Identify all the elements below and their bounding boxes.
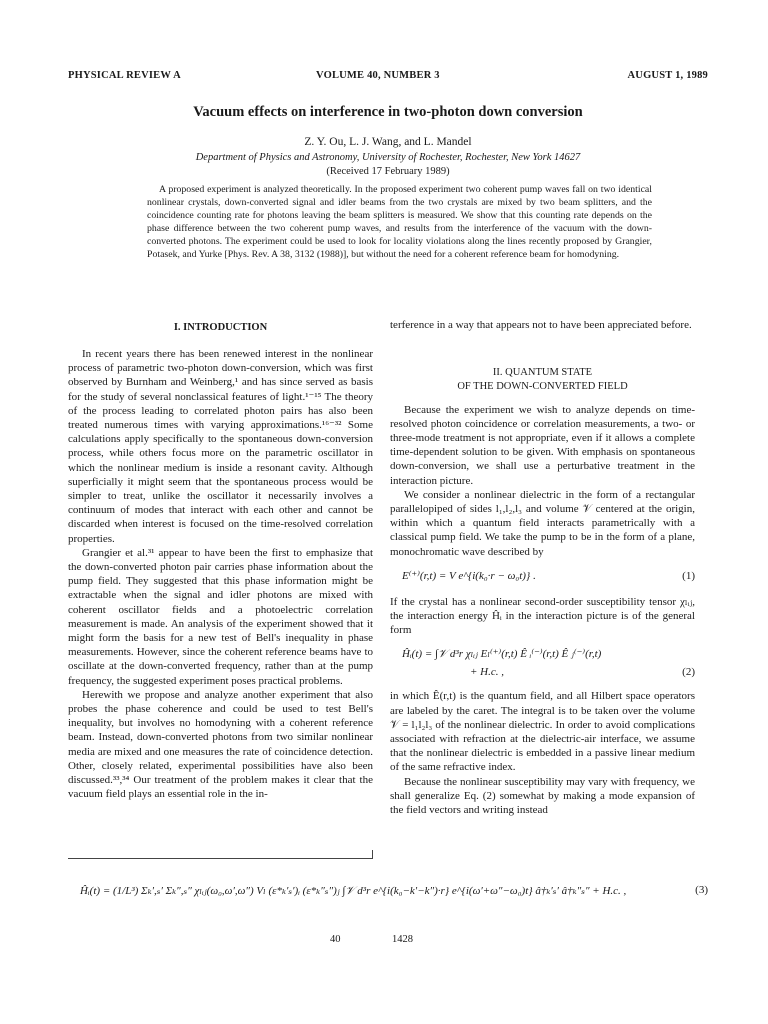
left-column: [68, 347, 373, 802]
intro-continuation: terference in a way that appears not to have been appreciated before.: [390, 319, 692, 331]
footer-page-number: 1428: [392, 934, 413, 945]
equation-3: [68, 880, 708, 910]
affiliation: Department of Physics and Astronomy, University of Rochester, Rochester, New York 14627: [195, 152, 581, 163]
equation-1-body: E⁽⁺⁾(r,t) = V e^{i(k₀·r − ω₀t)} .: [402, 569, 536, 582]
running-head: [68, 70, 708, 86]
abstract: A proposed experiment is analyzed theoretically. In the proposed experiment two coherent pump waves fall on two identical nonlinear crystals, down-converted signal and idler beams from the two crystals are mixed by two beam splitters, and the coincidence counting rate for photons leaving the beam splitters is measured. We show that this counting rate depends on the phase difference between the two coherent pump waves, and results from the interference of the vacuum with the down-converted photons. The experiment could be used to look for locality violations along the lines recently proposed by Grangier, Potasek, and Yurke [Phys. Rev. A 38, 3132 (1988)], but without the need for a coherent reference beam for homodyning.: [147, 184, 652, 260]
intro-paragraph-3: Herewith we propose and analyze another experiment that also probes the phase coherence and could be used to test Bell's inequality, but involves no homodyning with a coherent reference beam. Instead, down-converted photons from two similar nonlinear media are mixed and one measures the rate of coincidence detection. Other, closely related, experimental possibilities have also been discussed.³³,³⁴ Our treatment of the problem makes it clear that the vacuum field plays an essential role in the in-: [68, 688, 373, 801]
section-heading-quantum-state-line2: OF THE DOWN-CONVERTED FIELD: [457, 381, 628, 393]
equation-2-line-2: + H.c. ,: [470, 666, 504, 679]
equation-2-number: (2): [682, 666, 695, 679]
footer-volume: 40: [330, 934, 341, 945]
paper-title: Vacuum effects on interference in two-photon down conversion: [193, 104, 583, 120]
intro-paragraph-2: Grangier et al.³¹ appear to have been the first to emphasize that the down-converted photon pair carries phase information about the pump field. They suggested that this phase information might be extractable when the signal and idler photons are mixed with coherent oscillator fields and a photoelectric correlation measurement is made. An analysis of the experiment showed that it might form the basis for a new test of Bell's inequality in phase measurements. However, since the coherent reference beams have to oscillate at the down-converted frequency, rather than at the pump frequency, the suggested experiment poses practical problems.: [68, 546, 373, 687]
section2-paragraph-1: Because the experiment we wish to analyze depends on time-resolved photon coincidence or correlation measurements, a two- or three-mode treatment is not appropriate, even if it allows a complete time-dependent solution to be given. With emphasis on spontaneous down-conversion, we shall use a perturbative treatment in the interaction picture.: [390, 403, 695, 487]
column-end-rule: [68, 858, 373, 859]
section2-paragraph-4: in which Ê(r,t) is the quantum field, and all Hilbert space operators are labeled by the caret. The integral is to be taken over the volume 𝒱 = l₁l₂l₃ of the nonlinear dielectric. In order to avoid complications associated with refraction at the dielectric-air interface, we assume that the nonlinear dielectric is embedded in a passive linear medium of the same refractive index.: [390, 690, 695, 774]
section-heading-introduction: I. INTRODUCTION: [173, 322, 268, 333]
equation-2: [390, 643, 695, 683]
right-column: [390, 318, 695, 817]
section2-paragraph-2: We consider a nonlinear dielectric in the form of a rectangular parallelopiped of sides l₁,l₂,l₃ and volume 𝒱 centered at the origin, within which a quantum field interacts parametrically with a classical pump field. We take the pump to be in the form of a plane, monochromatic wave described by: [390, 488, 695, 558]
equation-1: [390, 565, 695, 589]
equation-2-line-1: Ĥᵢ(t) = ∫𝒱 d³r χₗᵢⱼ Eₗ⁽⁺⁾(r,t) Ê ᵢ⁽⁻⁾(r,t) Ê ⱼ⁽⁻⁾(r,t): [402, 648, 602, 661]
section2-paragraph-5: Because the nonlinear susceptibility may vary with frequency, we shall generalize Eq. (2) somewhat by making a mode expansion of the field vectors and writing instead: [390, 775, 695, 817]
author-list: Z. Y. Ou, L. J. Wang, and L. Mandel: [304, 136, 472, 148]
intro-paragraph-1: In recent years there has been renewed interest in the nonlinear process of parametric two-photon down-conversion, which was first observed by Burnham and Weinberg,¹ and has since served as basis for the study of several nonclassical features of light.¹⁻¹⁵ The theory of the process leading to correlated photon pairs has also been treated numerous times with varying approximations.¹⁶⁻³² Some calculations apply specifically to the spontaneous down-conversion process, while others focus more on the parametric oscillator in which the nonlinear medium is inside a resonant cavity. Although superficially it might seem that the spontaneous process would be simpler to treat, unlike the oscillator it necessarily involves a continuum of modes that interact with each other and cannot be discarded when interest is focused on the time-resolved correlation properties.: [68, 348, 373, 545]
equation-3-number: (3): [695, 884, 708, 896]
received-date: (Received 17 February 1989): [326, 166, 450, 177]
section-heading-quantum-state: II. QUANTUM STATE: [492, 367, 593, 379]
equation-3-body: Ĥᵢ(t) = (1/L³) Σₖ′,ₛ′ Σₖ″,ₛ″ χₗᵢⱼ(ω₀,ω′,ω″) Vₗ (ε*ₖ′ₛ′)ᵢ (ε*ₖ″ₛ″)ⱼ ∫𝒱 d³r e^{i(k₀−k′−k″)·r} e^{i(ω′+ω″−ω₀)t} â†ₖ′ₛ′ â†ₖ″ₛ″ + H.c. ,: [80, 885, 627, 897]
equation-1-number: (1): [682, 569, 695, 582]
volume-number: VOLUME 40, NUMBER 3: [316, 70, 440, 81]
column-end-tick: [372, 850, 373, 859]
journal-name: PHYSICAL REVIEW A: [68, 70, 181, 81]
issue-date: AUGUST 1, 1989: [627, 70, 708, 81]
section2-paragraph-3: If the crystal has a nonlinear second-order susceptibility tensor χₗᵢⱼ, the interaction energy Ĥᵢ in the interaction picture is of the general form: [390, 595, 695, 637]
